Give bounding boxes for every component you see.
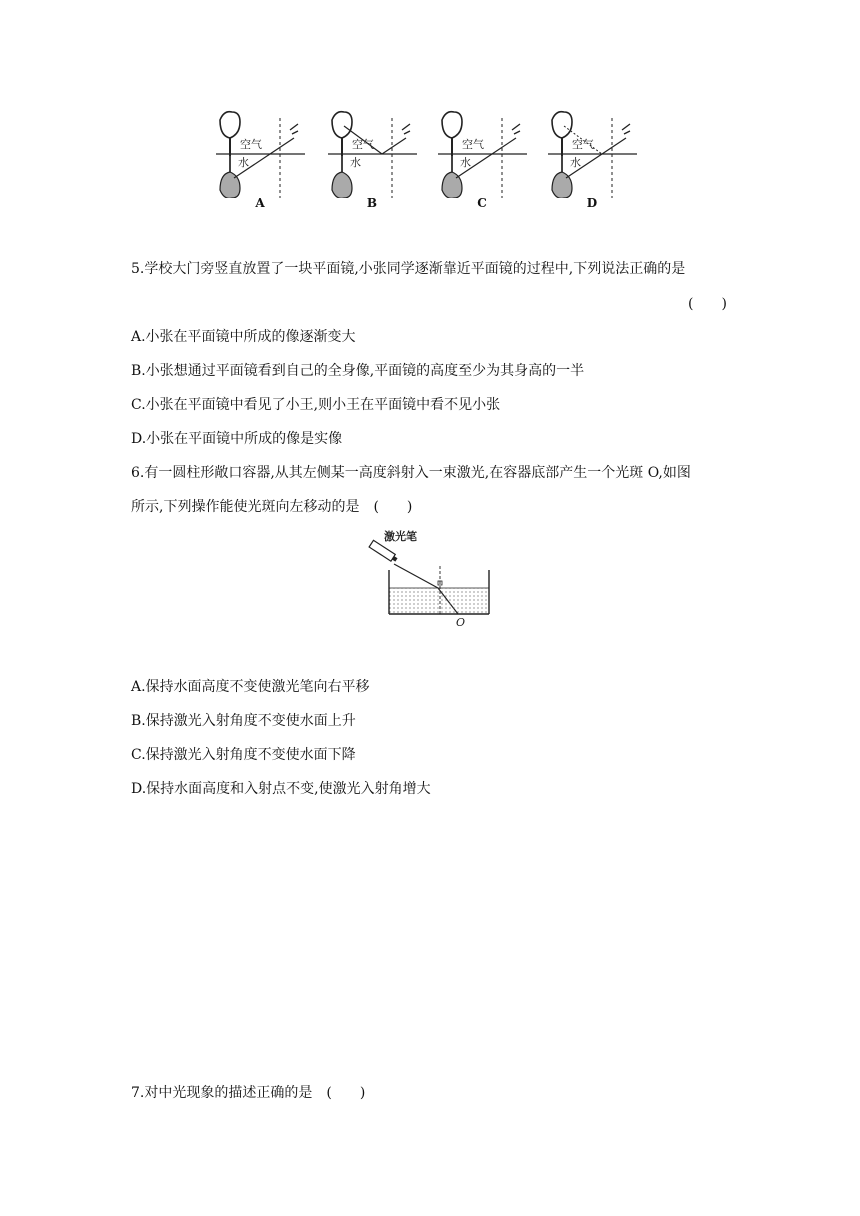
q4-figure-d [542, 108, 652, 210]
figure-label-c: C [477, 196, 487, 210]
q6-stem-line1: 6.有一圆柱形敞口容器,从其左侧某一高度斜射入一束激光,在容器底部产生一个光斑 O,如图 [131, 465, 691, 481]
spot-o-label: O [456, 616, 466, 628]
figure-label-b: B [366, 196, 378, 210]
q6-option-d: D.保持水面高度和入射点不变,使激光入射角增大 [131, 781, 431, 797]
q4-figure-a [210, 108, 320, 210]
refraction-diagram-a [210, 108, 320, 198]
q6-option-c: C.保持激光入射角度不变使水面下降 [131, 747, 356, 763]
svg-text:空气: 空气 [240, 138, 262, 151]
q5-option-c: C.小张在平面镜中看见了小王,则小王在平面镜中看不见小张 [131, 397, 501, 413]
svg-text:空气: 空气 [572, 138, 594, 151]
q6-figure [364, 526, 494, 628]
refraction-diagram-b [322, 108, 432, 198]
svg-text:水: 水 [238, 156, 249, 169]
q6-stem-line2: 所示,下列操作能使光斑向左移动的是 ( ) [131, 499, 413, 515]
q5-option-d: D.小张在平面镜中所成的像是实像 [131, 431, 343, 447]
svg-text:水: 水 [460, 156, 471, 169]
q4-figure-row [210, 108, 650, 210]
svg-text:空气: 空气 [352, 138, 374, 151]
refraction-diagram-c [432, 108, 542, 198]
q5-answer-bracket: ( ) [688, 296, 727, 312]
q6-option-a: A.保持水面高度不变使激光笔向右平移 [131, 679, 370, 695]
q7-stem: 7.对中光现象的描述正确的是 ( ) [131, 1085, 366, 1101]
q5-stem: 5.学校大门旁竖直放置了一块平面镜,小张同学逐渐靠近平面镜的过程中,下列说法正确的是 [131, 261, 686, 277]
q5-option-b: B.小张想通过平面镜看到自己的全身像,平面镜的高度至少为其身高的一半 [131, 363, 585, 379]
q4-figure-c [432, 108, 542, 210]
figure-label-a: A [255, 196, 265, 210]
laser-container-diagram [364, 526, 494, 628]
svg-text:空气: 空气 [462, 138, 484, 151]
q5-option-a: A.小张在平面镜中所成的像逐渐变大 [131, 329, 356, 345]
figure-label-d: D [586, 196, 598, 210]
refraction-diagram-d [542, 108, 652, 198]
q4-figure-b [322, 108, 432, 210]
svg-text:水: 水 [570, 156, 581, 169]
laser-pen-label: 激光笔 [384, 530, 417, 543]
q6-option-b: B.保持激光入射角度不变使水面上升 [131, 713, 356, 729]
svg-text:水: 水 [350, 156, 361, 169]
